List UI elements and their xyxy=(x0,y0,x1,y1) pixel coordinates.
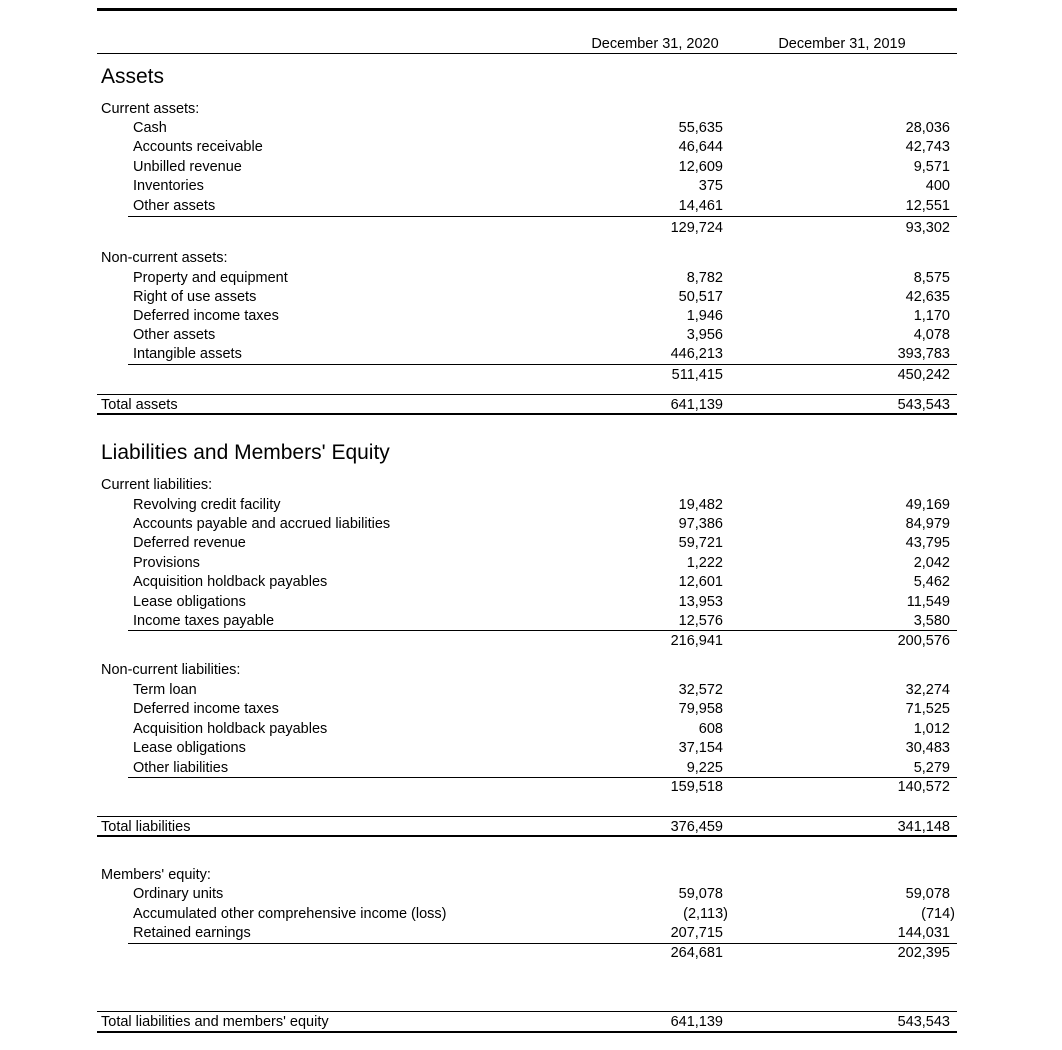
row-value-2019: 71,525 xyxy=(905,701,950,717)
row-value-2019: 49,169 xyxy=(905,497,950,513)
row-value-2020: 12,576 xyxy=(678,613,723,629)
subtotal-value-2020: 159,518 xyxy=(670,779,723,795)
group-label-current-assets: Current assets: xyxy=(101,101,200,117)
row-label: Revolving credit facility xyxy=(133,497,281,513)
row-value-2020: 59,721 xyxy=(678,535,723,551)
row-value-2019: 400 xyxy=(925,178,950,194)
row-label: Property and equipment xyxy=(133,270,288,286)
row-label: Other liabilities xyxy=(133,760,229,776)
row-value-2020: 12,609 xyxy=(678,159,723,175)
column-header-2020: December 31, 2020 xyxy=(591,36,719,52)
total-assets-label: Total assets xyxy=(101,397,178,413)
total-bottom-rule xyxy=(97,413,957,415)
subtotal-rule xyxy=(128,364,957,365)
total-assets-2020: 641,139 xyxy=(670,397,723,413)
row-value-2020: 12,601 xyxy=(678,574,723,590)
total-top-rule xyxy=(97,816,957,817)
row-value-2019: 43,795 xyxy=(905,535,950,551)
grand-total-2019: 543,543 xyxy=(897,1014,950,1030)
group-label-members-equity: Members' equity: xyxy=(101,867,211,883)
row-label: Deferred income taxes xyxy=(133,308,279,324)
row-value-2020: 3,956 xyxy=(686,327,723,343)
total-assets-2019: 543,543 xyxy=(897,397,950,413)
row-label: Provisions xyxy=(133,555,200,571)
row-value-2020: 97,386 xyxy=(678,516,723,532)
row-value-2019: 4,078 xyxy=(913,327,950,343)
subtotal-value-2019: 450,242 xyxy=(897,367,950,383)
row-value-2019: 144,031 xyxy=(897,925,950,941)
row-value-2019: (714) xyxy=(921,906,955,922)
header-underline xyxy=(97,53,957,54)
row-value-2020: 446,213 xyxy=(670,346,723,362)
row-value-2019: 8,575 xyxy=(913,270,950,286)
subtotal-value-2020: 129,724 xyxy=(670,220,723,236)
row-value-2019: 30,483 xyxy=(905,740,950,756)
total-liabilities-2020: 376,459 xyxy=(670,819,723,835)
row-label: Lease obligations xyxy=(133,740,246,756)
section-heading-liabilities: Liabilities and Members' Equity xyxy=(101,441,390,464)
subtotal-value-2019: 140,572 xyxy=(897,779,950,795)
row-label: Other assets xyxy=(133,327,216,343)
row-value-2020: 608 xyxy=(698,721,723,737)
total-bottom-rule xyxy=(97,835,957,837)
row-value-2019: 3,580 xyxy=(913,613,950,629)
row-label: Cash xyxy=(133,120,167,136)
row-value-2019: 2,042 xyxy=(913,555,950,571)
row-value-2019: 5,462 xyxy=(913,574,950,590)
row-value-2019: 84,979 xyxy=(905,516,950,532)
row-value-2020: 14,461 xyxy=(678,198,723,214)
subtotal-value-2019: 200,576 xyxy=(897,633,950,649)
row-value-2020: 55,635 xyxy=(678,120,723,136)
grand-total-label: Total liabilities and members' equity xyxy=(101,1014,329,1030)
row-value-2019: 42,635 xyxy=(905,289,950,305)
row-value-2020: 375 xyxy=(698,178,723,194)
row-value-2020: 13,953 xyxy=(678,594,723,610)
row-label: Ordinary units xyxy=(133,886,224,902)
subtotal-rule xyxy=(128,943,957,944)
top-rule xyxy=(97,8,957,11)
row-value-2020: 46,644 xyxy=(678,139,723,155)
row-value-2020: 79,958 xyxy=(678,701,723,717)
subtotal-value-2019: 202,395 xyxy=(897,945,950,961)
row-value-2019: 59,078 xyxy=(905,886,950,902)
subtotal-value-2020: 511,415 xyxy=(671,367,723,383)
subtotal-value-2020: 216,941 xyxy=(670,633,723,649)
section-heading-assets: Assets xyxy=(101,65,165,88)
row-value-2020: 19,482 xyxy=(678,497,723,513)
row-label: Acquisition holdback payables xyxy=(133,574,328,590)
row-value-2020: 207,715 xyxy=(670,925,723,941)
total-liabilities-label: Total liabilities xyxy=(101,819,191,835)
row-label: Income taxes payable xyxy=(133,613,275,629)
row-label: Accumulated other comprehensive income (loss) xyxy=(133,906,447,922)
row-value-2019: 28,036 xyxy=(905,120,950,136)
row-value-2019: 9,571 xyxy=(913,159,950,175)
row-value-2020: 8,782 xyxy=(686,270,723,286)
row-label: Intangible assets xyxy=(133,346,242,362)
row-label: Accounts payable and accrued liabilities xyxy=(133,516,391,532)
row-value-2020: 32,572 xyxy=(678,682,723,698)
row-value-2020: 1,946 xyxy=(686,308,723,324)
grand-total-bottom-rule xyxy=(97,1031,957,1033)
row-value-2020: (2,113) xyxy=(683,906,728,922)
subtotal-value-2019: 93,302 xyxy=(905,220,950,236)
row-label: Right of use assets xyxy=(133,289,257,305)
row-value-2019: 1,170 xyxy=(913,308,950,324)
row-value-2020: 59,078 xyxy=(678,886,723,902)
row-label: Lease obligations xyxy=(133,594,246,610)
grand-total-top-rule xyxy=(97,1011,957,1012)
row-label: Deferred revenue xyxy=(133,535,246,551)
column-header-2019: December 31, 2019 xyxy=(778,36,906,52)
row-value-2020: 50,517 xyxy=(678,289,723,305)
row-label: Term loan xyxy=(133,682,197,698)
row-label: Inventories xyxy=(133,178,204,194)
subtotal-rule xyxy=(128,777,957,778)
row-label: Deferred income taxes xyxy=(133,701,279,717)
row-value-2020: 37,154 xyxy=(678,740,723,756)
row-label: Acquisition holdback payables xyxy=(133,721,328,737)
row-value-2020: 9,225 xyxy=(686,760,723,776)
subtotal-rule xyxy=(128,630,957,631)
row-label: Accounts receivable xyxy=(133,139,263,155)
row-value-2019: 11,549 xyxy=(906,594,950,610)
row-label: Other assets xyxy=(133,198,216,214)
subtotal-rule xyxy=(128,216,957,217)
group-label-noncurrent-liabilities: Non-current liabilities: xyxy=(101,662,241,678)
row-value-2019: 1,012 xyxy=(913,721,950,737)
group-label-current-liabilities: Current liabilities: xyxy=(101,477,213,493)
row-value-2020: 1,222 xyxy=(686,555,723,571)
row-value-2019: 42,743 xyxy=(905,139,950,155)
row-value-2019: 393,783 xyxy=(897,346,950,362)
total-top-rule xyxy=(97,394,957,395)
row-value-2019: 12,551 xyxy=(905,198,950,214)
row-label: Unbilled revenue xyxy=(133,159,242,175)
subtotal-value-2020: 264,681 xyxy=(670,945,723,961)
total-liabilities-2019: 341,148 xyxy=(897,819,950,835)
row-value-2019: 32,274 xyxy=(905,682,950,698)
row-label: Retained earnings xyxy=(133,925,251,941)
row-value-2019: 5,279 xyxy=(913,760,950,776)
grand-total-2020: 641,139 xyxy=(670,1014,723,1030)
group-label-noncurrent-assets: Non-current assets: xyxy=(101,250,228,266)
